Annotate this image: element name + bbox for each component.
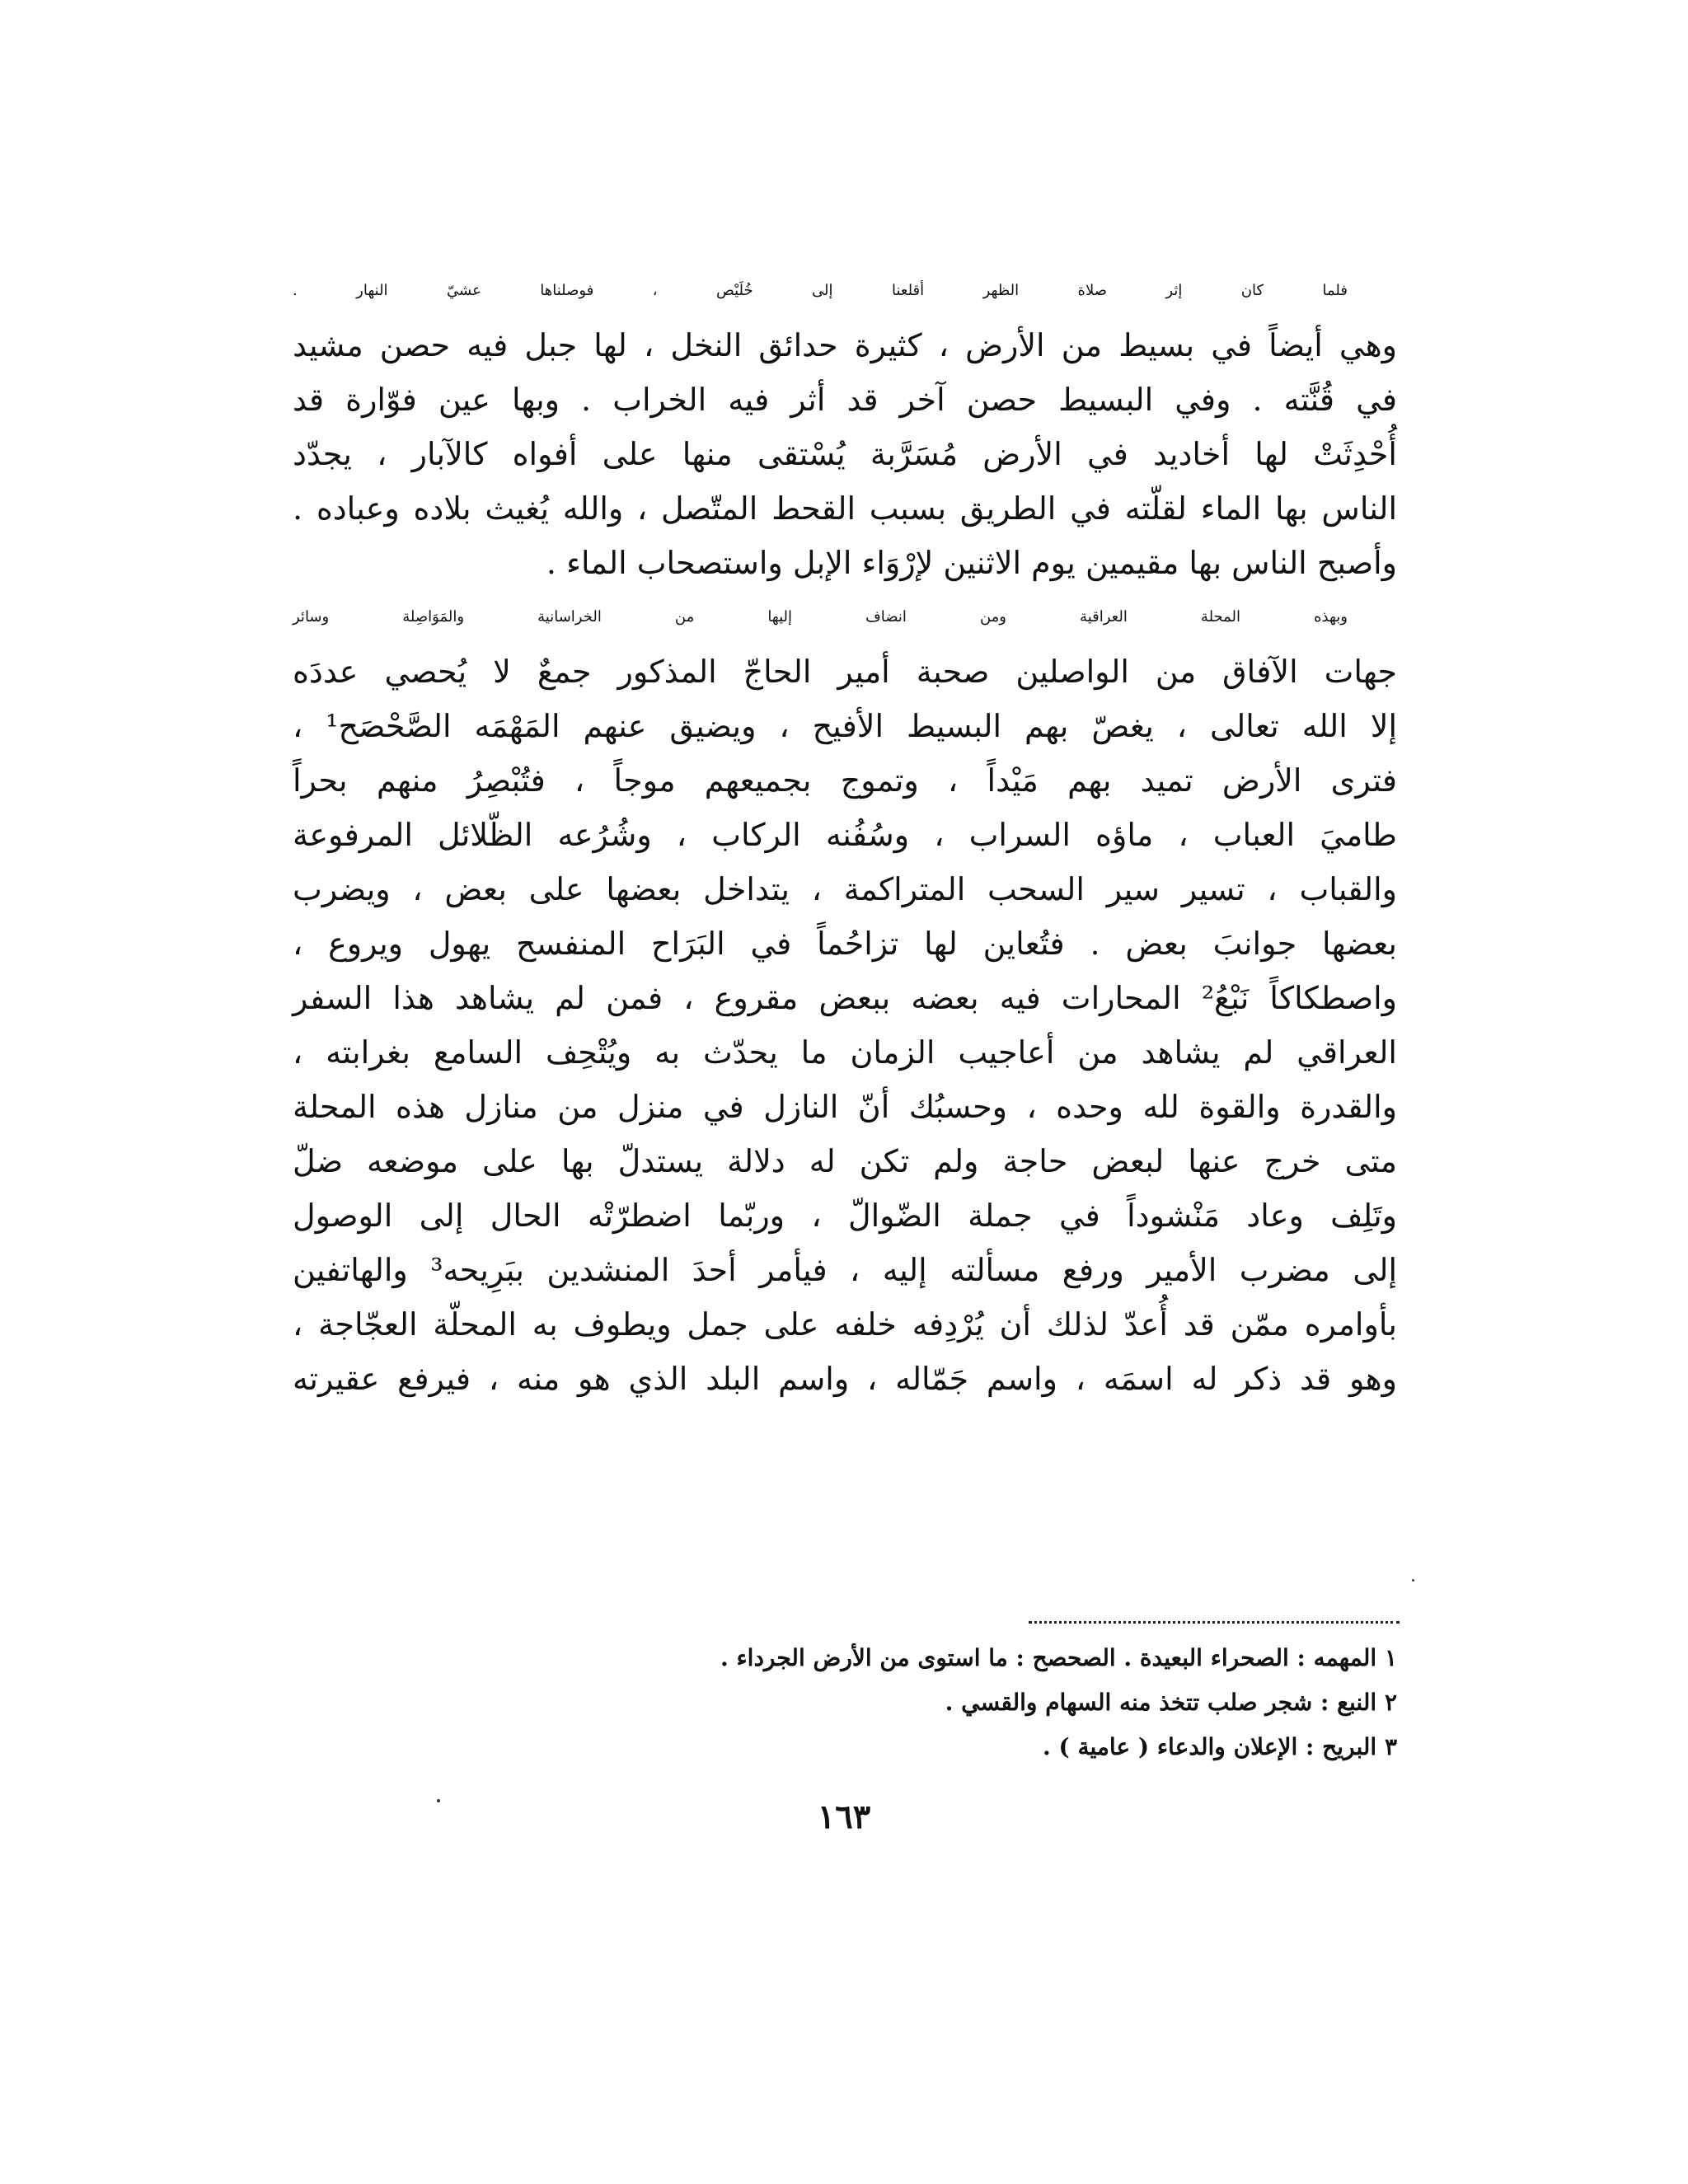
- text-line: بأوامره ممّن قد أُعدّ لذلك أن يُرْدِفه خلفه على جمل ويطوف به المحلّة العجّاجة ،: [293, 1306, 1397, 1343]
- text-line: والقدرة والقوة لله وحده ، وحسبُك أنّ النازل في منزل من منازل هذه المحلة: [293, 1089, 1397, 1125]
- text-line: وهي أيضاً في بسيط من الأرض ، كثيرة حدائق النخل ، لها جبل فيه حصن مشيد: [293, 327, 1397, 363]
- scan-speck: [1412, 1579, 1414, 1582]
- page-number: ١٦٣: [817, 1797, 871, 1836]
- text-line: العراقي لم يشاهد من أعاجيب الزمان ما يحدّث به ويُتْحِف السامع بغرابته ،: [293, 1034, 1397, 1071]
- text-line: طاميَ العباب ، ماؤه السراب ، وسُفُنه الركاب ، وشُرُعه الظّلائل المرفوعة: [293, 817, 1397, 853]
- main-text: [293, 264, 1397, 1406]
- text-line: إلا الله تعالى ، يغصّ بهم البسيط الأفيح ، ويضيق عنهم المَهْمَه الصَّحْصَح¹ ،: [293, 708, 1397, 744]
- footnote: ٢ النبع : شجر صلب تتخذ منه السهام والقسي .: [945, 1689, 1397, 1716]
- text-line: وهو قد ذكر له اسمَه ، واسم جَمّاله ، واسم البلد الذي هو منه ، فيرفع عقيرته: [293, 1361, 1397, 1397]
- text-line: فلما كان إثر صلاة الظهر أقلعنا إلى خُلَيْص ، فوصلناها عشيّ النهار .: [293, 282, 1348, 299]
- footnote-divider: [1029, 1621, 1400, 1624]
- text-line: بعضها جوانبَ بعض . فتُعاين لها تزاحُماً في البَرَاح المنفسح يهول ويروع ،: [293, 926, 1397, 962]
- text-line: متى خرج عنها لبعض حاجة ولم تكن له دلالة يستدلّ بها على موضعه ضلّ: [293, 1143, 1397, 1179]
- text-line: وتَلِف وعاد مَنْشوداً في جملة الضّوالّ ، وربّما اضطرّتْه الحال إلى الوصول: [293, 1197, 1397, 1234]
- text-line: والقباب ، تسير سير السحب المتراكمة ، يتداخل بعضها على بعض ، ويضرب: [293, 871, 1397, 907]
- text-line: فترى الأرض تميد بهم مَيْداً ، وتموج بجميعهم موجاً ، فتُبْصِرُ منهم بحراً: [293, 762, 1397, 799]
- text-line: الناس بها الماء لقلّته في الطريق بسبب القحط المتّصل ، والله يُغيث بلاده وعباده .: [293, 490, 1397, 527]
- text-line: وأصبح الناس بها مقيمين يوم الاثنين لإرْوَاء الإبل واستصحاب الماء .: [546, 545, 1397, 581]
- footnotes: [293, 1636, 1397, 1769]
- scan-speck: [437, 1799, 440, 1802]
- text-line: وبهذه المحلة العراقية ومن انضاف إليها من الخراسانية والمَوَاصِلة وسائر: [293, 608, 1348, 626]
- footnote: ٣ البريح : الإعلان والدعاء ( عامية ) .: [1042, 1733, 1397, 1760]
- text-line: واصطكاكاً نَبْعُ² المحارات فيه بعضه ببعض مقروع ، فمن لم يشاهد هذا السفر: [293, 980, 1397, 1016]
- text-line: جهات الآفاق من الواصلين صحبة أمير الحاجّ المذكور جمعٌ لا يُحصي عددَه: [293, 654, 1397, 690]
- text-line: إلى مضرب الأمير ورفع مسألته إليه ، فيأمر أحدَ المنشدين ببَرِيحه³ والهاتفين: [293, 1252, 1397, 1288]
- text-line: في قُنَّته . وفي البسيط حصن آخر قد أثر فيه الخراب . وبها عين فوّارة قد: [293, 382, 1397, 418]
- footnote: ١ المهمه : الصحراء البعيدة . الصحصح : ما استوى من الأرض الجرداء .: [720, 1644, 1397, 1671]
- text-line: أُحْدِثَتْ لها أخاديد في الأرض مُسَرَّبة يُسْتقى منها على أفواه كالآبار ، يجدّد: [293, 436, 1397, 472]
